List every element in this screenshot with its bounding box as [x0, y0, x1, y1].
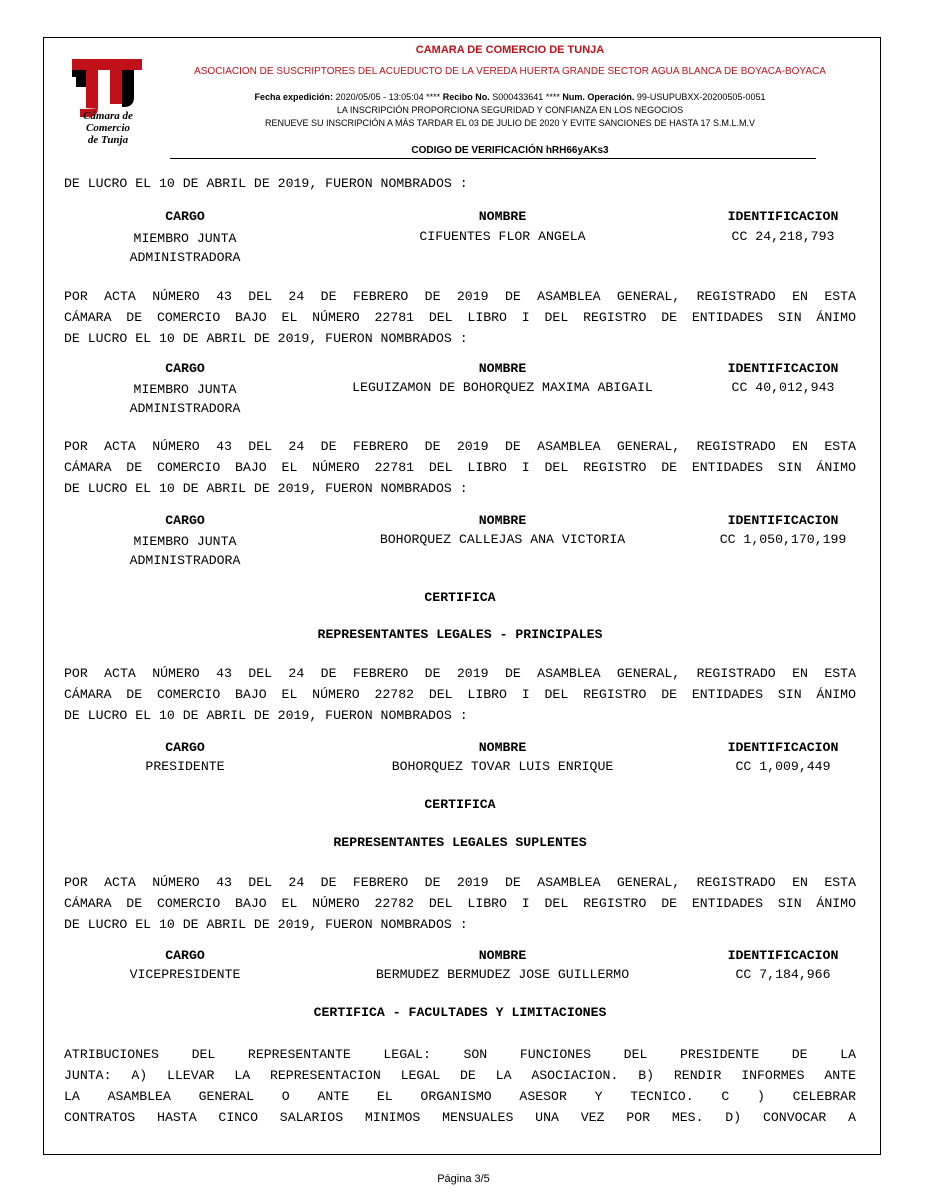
cargo-line: ADMINISTRADORA: [129, 553, 241, 568]
notice-line-1: LA INSCRIPCIÓN PROPORCIONA SEGURIDAD Y CONFIANZA EN LOS NEGOCIOS: [336, 105, 684, 115]
nombre-cell: BOHORQUEZ CALLEJAS ANA VICTORIA: [379, 532, 626, 547]
col-header-cargo: CARGO: [165, 361, 205, 376]
col-header-nombre: NOMBRE: [478, 209, 527, 224]
cargo-cell: [105, 229, 265, 267]
col-header-cargo: CARGO: [165, 513, 205, 528]
col-header-nombre: NOMBRE: [478, 740, 527, 755]
certifica-heading: CERTIFICA: [424, 590, 496, 605]
paragraph-line: CONTRATOS HASTA CINCO SALARIOS MINIMOS MENSUALES UNA VEZ POR MES. D) CONVOCAR A: [64, 1110, 856, 1125]
cargo-cell: PRESIDENTE: [145, 759, 225, 774]
acta-paragraph: [64, 663, 856, 726]
fecha-value: 2020/05/05 - 13:05:04: [335, 92, 424, 102]
cargo-cell: [105, 532, 265, 570]
id-cell: CC 1,050,170,199: [719, 532, 847, 547]
notice-line-2: RENUEVE SU INSCRIPCIÓN A MÁS TARDAR EL 03 DE JULIO DE 2020 Y EVITE SANCIONES DE HASTA 17 S.M.L.M.V: [265, 118, 755, 128]
facultades-paragraph: [64, 1044, 856, 1128]
id-cell: CC 7,184,966: [735, 967, 831, 982]
intro-paragraph: [64, 173, 856, 194]
paragraph-line: POR ACTA NÚMERO 43 DEL 24 DE FEBRERO DE 2019 DE ASAMBLEA GENERAL, REGISTRADO EN ESTA: [64, 666, 856, 681]
paragraph-line: POR ACTA NÚMERO 43 DEL 24 DE FEBRERO DE 2019 DE ASAMBLEA GENERAL, REGISTRADO EN ESTA: [64, 439, 856, 454]
paragraph-line: POR ACTA NÚMERO 43 DEL 24 DE FEBRERO DE 2019 DE ASAMBLEA GENERAL, REGISTRADO EN ESTA: [64, 875, 856, 890]
acta-paragraph: [64, 436, 856, 499]
cargo-line: ADMINISTRADORA: [129, 401, 241, 416]
paragraph-line: CÁMARA DE COMERCIO BAJO EL NÚMERO 22781 DEL LIBRO I DEL REGISTRO DE ENTIDADES SIN ÁNIMO: [64, 460, 856, 475]
paragraph-line: CÁMARA DE COMERCIO BAJO EL NÚMERO 22781 DEL LIBRO I DEL REGISTRO DE ENTIDADES SIN ÁNIMO: [64, 310, 856, 325]
paragraph-line: ATRIBUCIONES DEL REPRESENTANTE LEGAL: SON FUNCIONES DEL PRESIDENTE DE LA: [64, 1047, 856, 1062]
operacion-value: 99-USUPUBXX-20200505-0051: [636, 92, 766, 102]
col-header-identificacion: IDENTIFICACION: [727, 209, 839, 224]
cargo-line: MIEMBRO JUNTA: [133, 534, 237, 549]
paragraph-line: DE LUCRO EL 10 DE ABRIL DE 2019, FUERON NOMBRADOS :: [64, 176, 468, 191]
col-header-cargo: CARGO: [165, 209, 205, 224]
chamber-logo: [62, 57, 154, 147]
logo-text-line2: de Tunja: [87, 134, 129, 146]
separator: ****: [545, 92, 560, 102]
paragraph-line: POR ACTA NÚMERO 43 DEL 24 DE FEBRERO DE 2019 DE ASAMBLEA GENERAL, REGISTRADO EN ESTA: [64, 289, 856, 304]
header-rule: [170, 158, 816, 159]
paragraph-line: DE LUCRO EL 10 DE ABRIL DE 2019, FUERON NOMBRADOS :: [64, 917, 468, 932]
paragraph-line: DE LUCRO EL 10 DE ABRIL DE 2019, FUERON NOMBRADOS :: [64, 331, 468, 346]
cargo-line: MIEMBRO JUNTA: [133, 231, 237, 246]
col-header-identificacion: IDENTIFICACION: [727, 948, 839, 963]
recibo-label: Recibo No.: [442, 92, 490, 102]
facultades-heading: CERTIFICA - FACULTADES Y LIMITACIONES: [313, 1005, 607, 1020]
association-name: ASOCIACION DE SUSCRIPTORES DEL ACUEDUCTO DE LA VEREDA HUERTA GRANDE SECTOR AGUA BLANCA DE BOYACA-BOYACA: [194, 66, 826, 77]
nombre-cell: BERMUDEZ BERMUDEZ JOSE GUILLERMO: [375, 967, 630, 982]
paragraph-line: CÁMARA DE COMERCIO BAJO EL NÚMERO 22782 DEL LIBRO I DEL REGISTRO DE ENTIDADES SIN ÁNIMO: [64, 896, 856, 911]
logo-text-line1: Cámara de Comercio: [83, 110, 133, 134]
nombre-cell: BOHORQUEZ TOVAR LUIS ENRIQUE: [391, 759, 614, 774]
page-number: Página 3/5: [437, 1173, 490, 1185]
certifica-heading: CERTIFICA: [424, 797, 496, 812]
id-cell: CC 24,218,793: [731, 229, 835, 244]
operacion-label: Num. Operación.: [562, 92, 635, 102]
acta-paragraph: [64, 286, 856, 349]
separator: ****: [426, 92, 441, 102]
id-cell: CC 40,012,943: [731, 380, 835, 395]
nombre-cell: CIFUENTES FLOR ANGELA: [419, 229, 586, 244]
col-header-identificacion: IDENTIFICACION: [727, 740, 839, 755]
section-heading-suplentes: REPRESENTANTES LEGALES SUPLENTES: [333, 835, 587, 850]
id-cell: CC 1,009,449: [735, 759, 831, 774]
paragraph-line: CÁMARA DE COMERCIO BAJO EL NÚMERO 22782 DEL LIBRO I DEL REGISTRO DE ENTIDADES SIN ÁNIMO: [64, 687, 856, 702]
fecha-label: Fecha expedición:: [254, 92, 334, 102]
paragraph-line: LA ASAMBLEA GENERAL O ANTE EL ORGANISMO ASESOR Y TECNICO. C ) CELEBRAR: [64, 1089, 856, 1104]
col-header-nombre: NOMBRE: [478, 513, 527, 528]
paragraph-line: JUNTA: A) LLEVAR LA REPRESENTACION LEGAL DE LA ASOCIACION. B) RENDIR INFORMES ANTE: [64, 1068, 856, 1083]
col-header-identificacion: IDENTIFICACION: [727, 513, 839, 528]
acta-paragraph: [64, 872, 856, 935]
paragraph-line: DE LUCRO EL 10 DE ABRIL DE 2019, FUERON NOMBRADOS :: [64, 708, 468, 723]
chamber-title: CAMARA DE COMERCIO DE TUNJA: [415, 44, 605, 56]
verification-code: CODIGO DE VERIFICACIÓN hRH66yAKs3: [411, 145, 609, 156]
cargo-cell: [105, 380, 265, 418]
col-header-cargo: CARGO: [165, 740, 205, 755]
cargo-cell: VICEPRESIDENTE: [129, 967, 241, 982]
section-heading-principales: REPRESENTANTES LEGALES - PRINCIPALES: [317, 627, 603, 642]
cargo-line: ADMINISTRADORA: [129, 250, 241, 265]
col-header-cargo: CARGO: [165, 948, 205, 963]
col-header-nombre: NOMBRE: [478, 361, 527, 376]
cargo-line: MIEMBRO JUNTA: [133, 382, 237, 397]
issue-meta-line: [165, 92, 855, 102]
nombre-cell: LEGUIZAMON DE BOHORQUEZ MAXIMA ABIGAIL: [352, 380, 653, 395]
recibo-value: S000433641: [492, 92, 544, 102]
col-header-nombre: NOMBRE: [478, 948, 527, 963]
paragraph-line: DE LUCRO EL 10 DE ABRIL DE 2019, FUERON NOMBRADOS :: [64, 481, 468, 496]
col-header-identificacion: IDENTIFICACION: [727, 361, 839, 376]
